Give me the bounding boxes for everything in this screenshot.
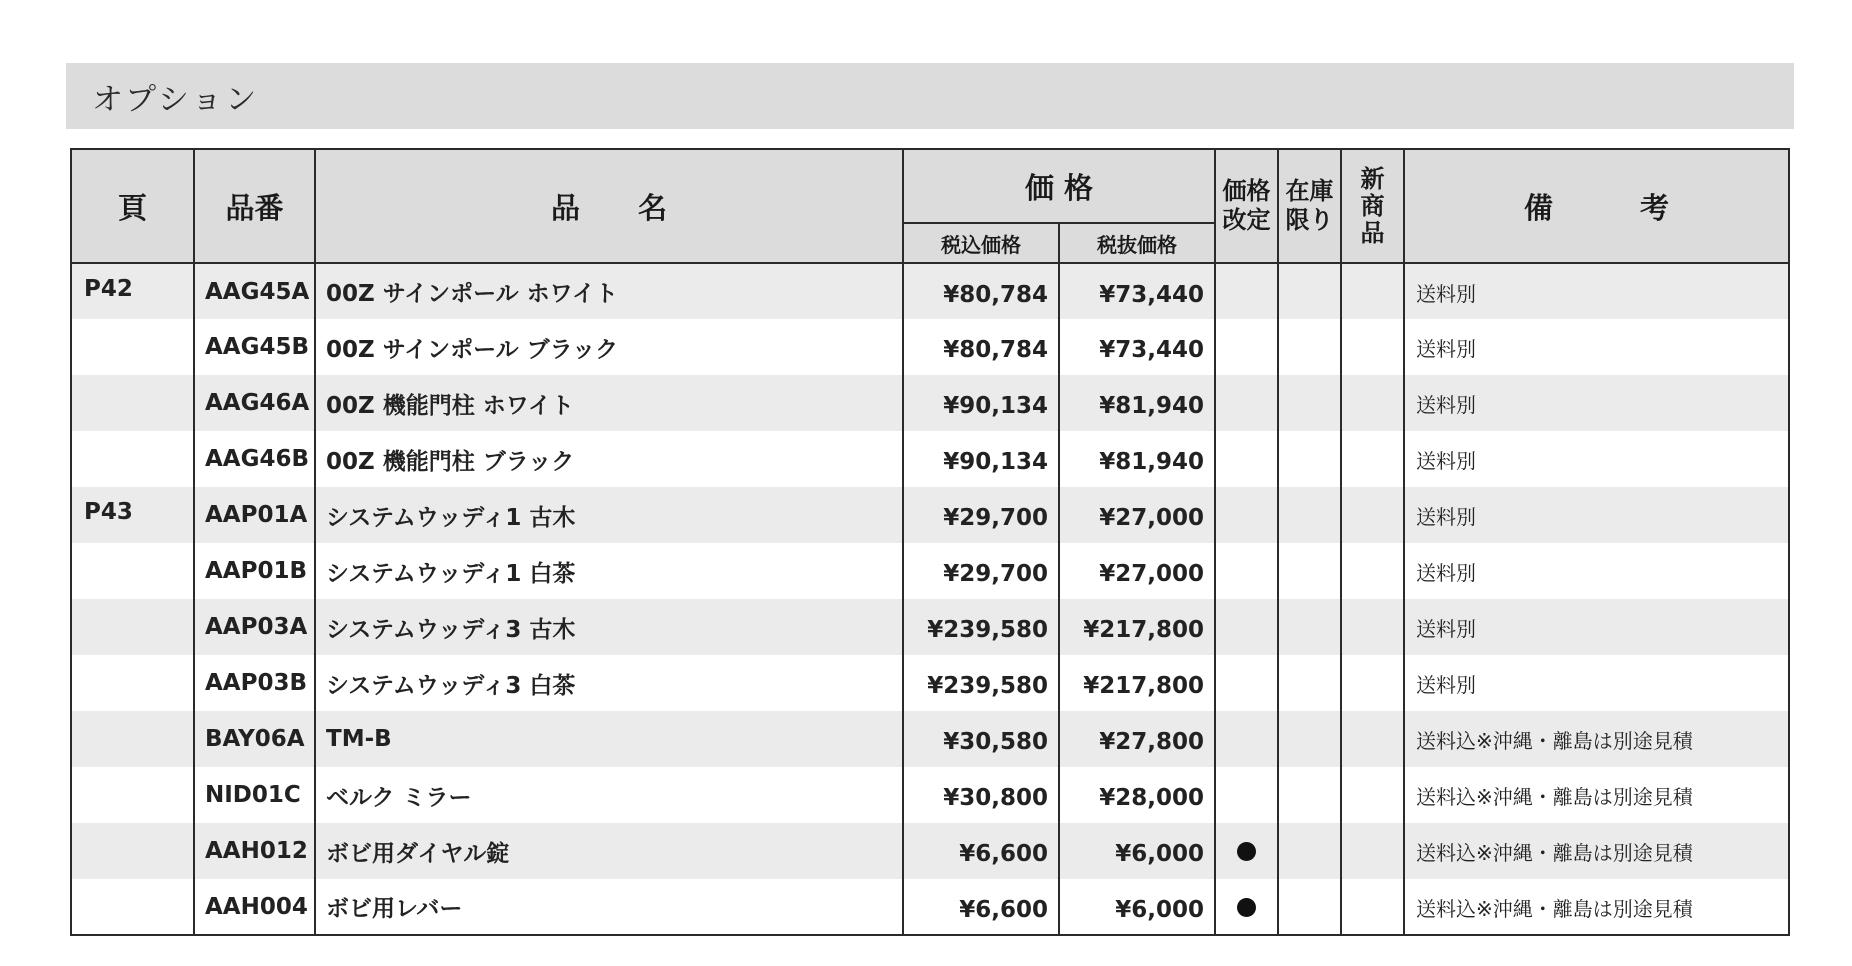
new-product-cell xyxy=(1341,543,1404,599)
table-body xyxy=(71,263,1789,935)
product-code-cell: AAG45B xyxy=(194,319,315,375)
product-name-cell: システムウッディ3 白茶 xyxy=(315,655,903,711)
section-header xyxy=(66,63,1794,129)
price-revised-cell xyxy=(1215,263,1278,319)
table-row xyxy=(71,263,1789,319)
header-code: 品番 xyxy=(194,149,315,263)
notes-cell: 送料別 xyxy=(1404,599,1789,655)
stock-limited-cell xyxy=(1278,263,1341,319)
price-revised-cell xyxy=(1215,487,1278,543)
page-cell xyxy=(71,431,194,487)
stock-limited-cell xyxy=(1278,767,1341,823)
price-tax-in-cell: ¥90,134 xyxy=(903,431,1059,487)
price-tax-ex-cell: ¥73,440 xyxy=(1059,263,1215,319)
price-tax-in-cell: ¥239,580 xyxy=(903,599,1059,655)
stock-limited-cell xyxy=(1278,319,1341,375)
product-code-cell: AAP01A xyxy=(194,487,315,543)
product-name-cell: システムウッディ3 古木 xyxy=(315,599,903,655)
page-cell xyxy=(71,879,194,935)
price-revised-cell xyxy=(1215,767,1278,823)
notes-cell: 送料込※沖縄・離島は別途見積 xyxy=(1404,879,1789,935)
product-name-cell: システムウッディ1 古木 xyxy=(315,487,903,543)
section-title: オプション xyxy=(92,81,260,118)
new-product-cell xyxy=(1341,263,1404,319)
page-cell xyxy=(71,599,194,655)
notes-cell: 送料別 xyxy=(1404,375,1789,431)
stock-limited-cell xyxy=(1278,431,1341,487)
table-row xyxy=(71,431,1789,487)
stock-limited-cell xyxy=(1278,711,1341,767)
stock-limited-cell xyxy=(1278,823,1341,879)
page-cell xyxy=(71,655,194,711)
new-product-cell xyxy=(1341,431,1404,487)
product-code-cell: AAP01B xyxy=(194,543,315,599)
price-tax-ex-cell: ¥28,000 xyxy=(1059,767,1215,823)
product-code-cell: AAH012 xyxy=(194,823,315,879)
page-cell xyxy=(71,767,194,823)
header-price: 価 格 xyxy=(903,149,1215,223)
product-code-cell: NID01C xyxy=(194,767,315,823)
price-tax-ex-cell: ¥6,000 xyxy=(1059,823,1215,879)
price-tax-in-cell: ¥80,784 xyxy=(903,319,1059,375)
page-cell xyxy=(71,823,194,879)
table-row xyxy=(71,655,1789,711)
notes-cell: 送料別 xyxy=(1404,431,1789,487)
price-tax-in-cell: ¥239,580 xyxy=(903,655,1059,711)
notes-cell: 送料込※沖縄・離島は別途見積 xyxy=(1404,711,1789,767)
header-notes: 備 考 xyxy=(1404,149,1789,263)
price-revised-cell xyxy=(1215,879,1278,935)
price-revised-cell xyxy=(1215,711,1278,767)
product-code-cell: AAG45A xyxy=(194,263,315,319)
new-product-cell xyxy=(1341,487,1404,543)
notes-cell: 送料別 xyxy=(1404,655,1789,711)
product-name-cell: 00Z 機能門柱 ホワイト xyxy=(315,375,903,431)
notes-cell: 送料込※沖縄・離島は別途見積 xyxy=(1404,823,1789,879)
stock-limited-cell xyxy=(1278,543,1341,599)
header-new-product: 新 商 品 xyxy=(1341,149,1404,263)
header-stock-limited: 在庫 限り xyxy=(1278,149,1341,263)
notes-cell: 送料込※沖縄・離島は別途見積 xyxy=(1404,767,1789,823)
product-code-cell: AAH004 xyxy=(194,879,315,935)
price-revised-cell xyxy=(1215,655,1278,711)
price-revised-cell xyxy=(1215,543,1278,599)
table-row xyxy=(71,543,1789,599)
price-tax-ex-cell: ¥81,940 xyxy=(1059,375,1215,431)
header-price-tax-in: 税込価格 xyxy=(903,223,1059,263)
new-product-cell xyxy=(1341,655,1404,711)
price-tax-ex-cell: ¥217,800 xyxy=(1059,655,1215,711)
product-name-cell: 00Z 機能門柱 ブラック xyxy=(315,431,903,487)
product-name-cell: ベルク ミラー xyxy=(315,767,903,823)
price-tax-ex-cell: ¥73,440 xyxy=(1059,319,1215,375)
price-tax-in-cell: ¥6,600 xyxy=(903,879,1059,935)
new-product-cell xyxy=(1341,767,1404,823)
stock-limited-cell xyxy=(1278,879,1341,935)
page-cell xyxy=(71,375,194,431)
table-row xyxy=(71,487,1789,543)
notes-cell: 送料別 xyxy=(1404,319,1789,375)
price-tax-in-cell: ¥6,600 xyxy=(903,823,1059,879)
product-code-cell: AAP03B xyxy=(194,655,315,711)
table-header xyxy=(71,149,1789,263)
product-name-cell: 00Z サインポール ブラック xyxy=(315,319,903,375)
stock-limited-cell xyxy=(1278,375,1341,431)
product-code-cell: AAG46A xyxy=(194,375,315,431)
page-cell: P43 xyxy=(71,487,194,543)
price-tax-ex-cell: ¥81,940 xyxy=(1059,431,1215,487)
price-tax-ex-cell: ¥6,000 xyxy=(1059,879,1215,935)
notes-cell: 送料別 xyxy=(1404,263,1789,319)
table-row xyxy=(71,375,1789,431)
table-row xyxy=(71,319,1789,375)
bullet-mark-icon xyxy=(1237,842,1256,861)
table-row xyxy=(71,711,1789,767)
table-row xyxy=(71,599,1789,655)
price-revised-cell xyxy=(1215,375,1278,431)
table-row xyxy=(71,823,1789,879)
product-name-cell: システムウッディ1 白茶 xyxy=(315,543,903,599)
product-code-cell: BAY06A xyxy=(194,711,315,767)
header-price-tax-ex: 税抜価格 xyxy=(1059,223,1215,263)
page-cell xyxy=(71,319,194,375)
new-product-cell xyxy=(1341,375,1404,431)
price-tax-ex-cell: ¥27,000 xyxy=(1059,543,1215,599)
stock-limited-cell xyxy=(1278,487,1341,543)
page-cell: P42 xyxy=(71,263,194,319)
options-price-table xyxy=(70,148,1790,936)
price-revised-cell xyxy=(1215,431,1278,487)
new-product-cell xyxy=(1341,711,1404,767)
page-cell xyxy=(71,711,194,767)
header-price-revised: 価格 改定 xyxy=(1215,149,1278,263)
price-tax-ex-cell: ¥27,800 xyxy=(1059,711,1215,767)
product-name-cell: TM-B xyxy=(315,711,903,767)
header-name: 品 名 xyxy=(315,149,903,263)
new-product-cell xyxy=(1341,823,1404,879)
stock-limited-cell xyxy=(1278,655,1341,711)
new-product-cell xyxy=(1341,319,1404,375)
new-product-cell xyxy=(1341,879,1404,935)
product-name-cell: ボビ用レバー xyxy=(315,879,903,935)
product-name-cell: ボビ用ダイヤル錠 xyxy=(315,823,903,879)
bullet-mark-icon xyxy=(1237,898,1256,917)
price-tax-ex-cell: ¥27,000 xyxy=(1059,487,1215,543)
price-revised-cell xyxy=(1215,319,1278,375)
notes-cell: 送料別 xyxy=(1404,487,1789,543)
price-tax-in-cell: ¥29,700 xyxy=(903,487,1059,543)
product-code-cell: AAP03A xyxy=(194,599,315,655)
notes-cell: 送料別 xyxy=(1404,543,1789,599)
new-product-cell xyxy=(1341,599,1404,655)
header-page: 頁 xyxy=(71,149,194,263)
price-tax-in-cell: ¥30,580 xyxy=(903,711,1059,767)
stock-limited-cell xyxy=(1278,599,1341,655)
price-tax-in-cell: ¥30,800 xyxy=(903,767,1059,823)
price-revised-cell xyxy=(1215,599,1278,655)
product-code-cell: AAG46B xyxy=(194,431,315,487)
product-name-cell: 00Z サインポール ホワイト xyxy=(315,263,903,319)
price-revised-cell xyxy=(1215,823,1278,879)
table-row xyxy=(71,879,1789,935)
price-tax-in-cell: ¥90,134 xyxy=(903,375,1059,431)
price-tax-in-cell: ¥29,700 xyxy=(903,543,1059,599)
price-tax-in-cell: ¥80,784 xyxy=(903,263,1059,319)
price-tax-ex-cell: ¥217,800 xyxy=(1059,599,1215,655)
page-cell xyxy=(71,543,194,599)
table-row xyxy=(71,767,1789,823)
